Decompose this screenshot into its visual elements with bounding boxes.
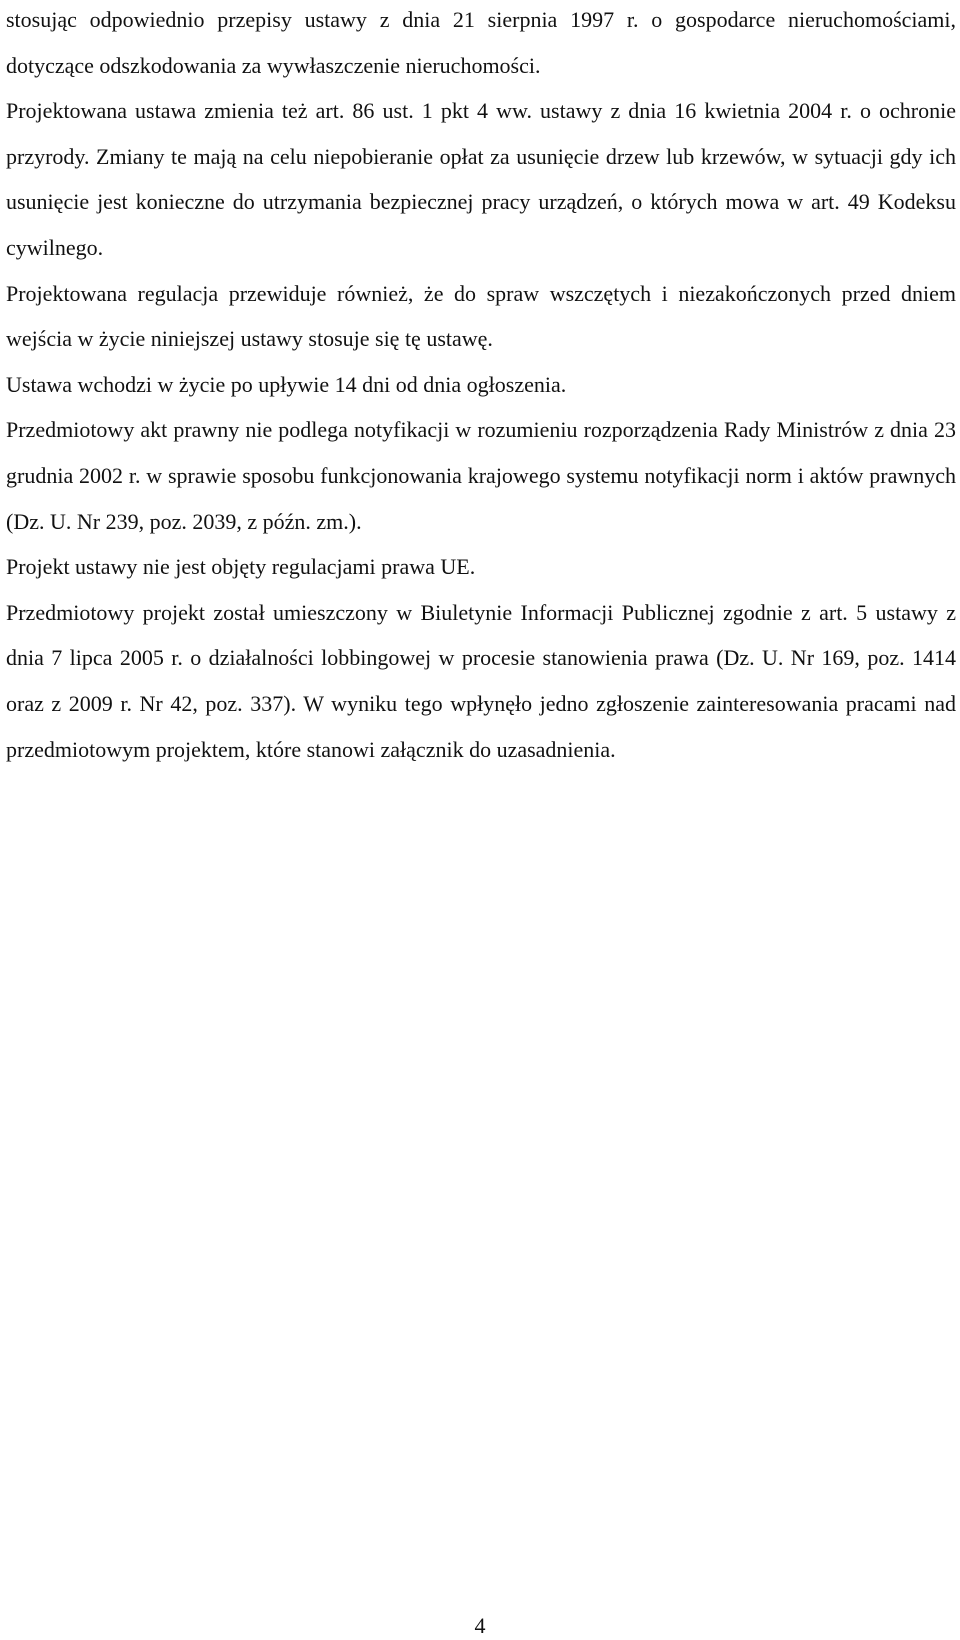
- page-number: 4: [474, 1613, 486, 1638]
- paragraph-nature-protection-amendment: Projektowana ustawa zmienia też art. 86 ust. 1 pkt 4 ww. ustawy z dnia 16 kwietnia 2004 r. o ochronie przyrody. Zmiany te mają na celu niepobieranie opłat za usunięcie drzew lub krzewów, w sytuacji gdy ich usunięcie jest konieczne do utrzymania bezpiecznej pracy urządzeń, o których mowa w art. 49 Kodeksu cywilnego.: [6, 98, 956, 260]
- paragraph-lobbying: Przedmiotowy projekt został umieszczony w Biuletynie Informacji Publicznej zgodnie z art. 5 ustawy z dnia 7 lipca 2005 r. o działalności lobbingowej w procesie stanowienia prawa (Dz. U. Nr 169, poz. 1414 oraz z 2009 r. Nr 42, poz. 337). W wyniku tego wpłynęło jedno zgłoszenie zainteresowania pracami nad przedmiotowym projektem, które stanowi załącznik do uzasadnienia.: [6, 599, 956, 762]
- paragraph-eu-law: Projekt ustawy nie jest objęty regulacjami prawa UE.: [6, 554, 476, 580]
- paragraph-expropriation-compensation: stosując odpowiednio przepisy ustawy z dnia 21 sierpnia 1997 r. o gospodarce nieruchomościami, dotyczące odszkodowania za wywłaszczenie nieruchomości.: [6, 7, 956, 78]
- paragraph-notification: Przedmiotowy akt prawny nie podlega notyfikacji w rozumieniu rozporządzenia Rady Ministrów z dnia 23 grudnia 2002 r. w sprawie sposobu funkcjonowania krajowego systemu notyfikacji norm i aktów prawnych (Dz. U. Nr 239, poz. 2039, z późn. zm.).: [6, 417, 956, 534]
- paragraph-entry-into-force: Ustawa wchodzi w życie po upływie 14 dni od dnia ogłoszenia.: [6, 371, 567, 397]
- document-body: [6, 0, 956, 772]
- paragraph-pending-cases: Projektowana regulacja przewiduje również, że do spraw wszczętych i niezakończonych przed dniem wejścia w życie niniejszej ustawy stosuje się tę ustawę.: [6, 280, 956, 352]
